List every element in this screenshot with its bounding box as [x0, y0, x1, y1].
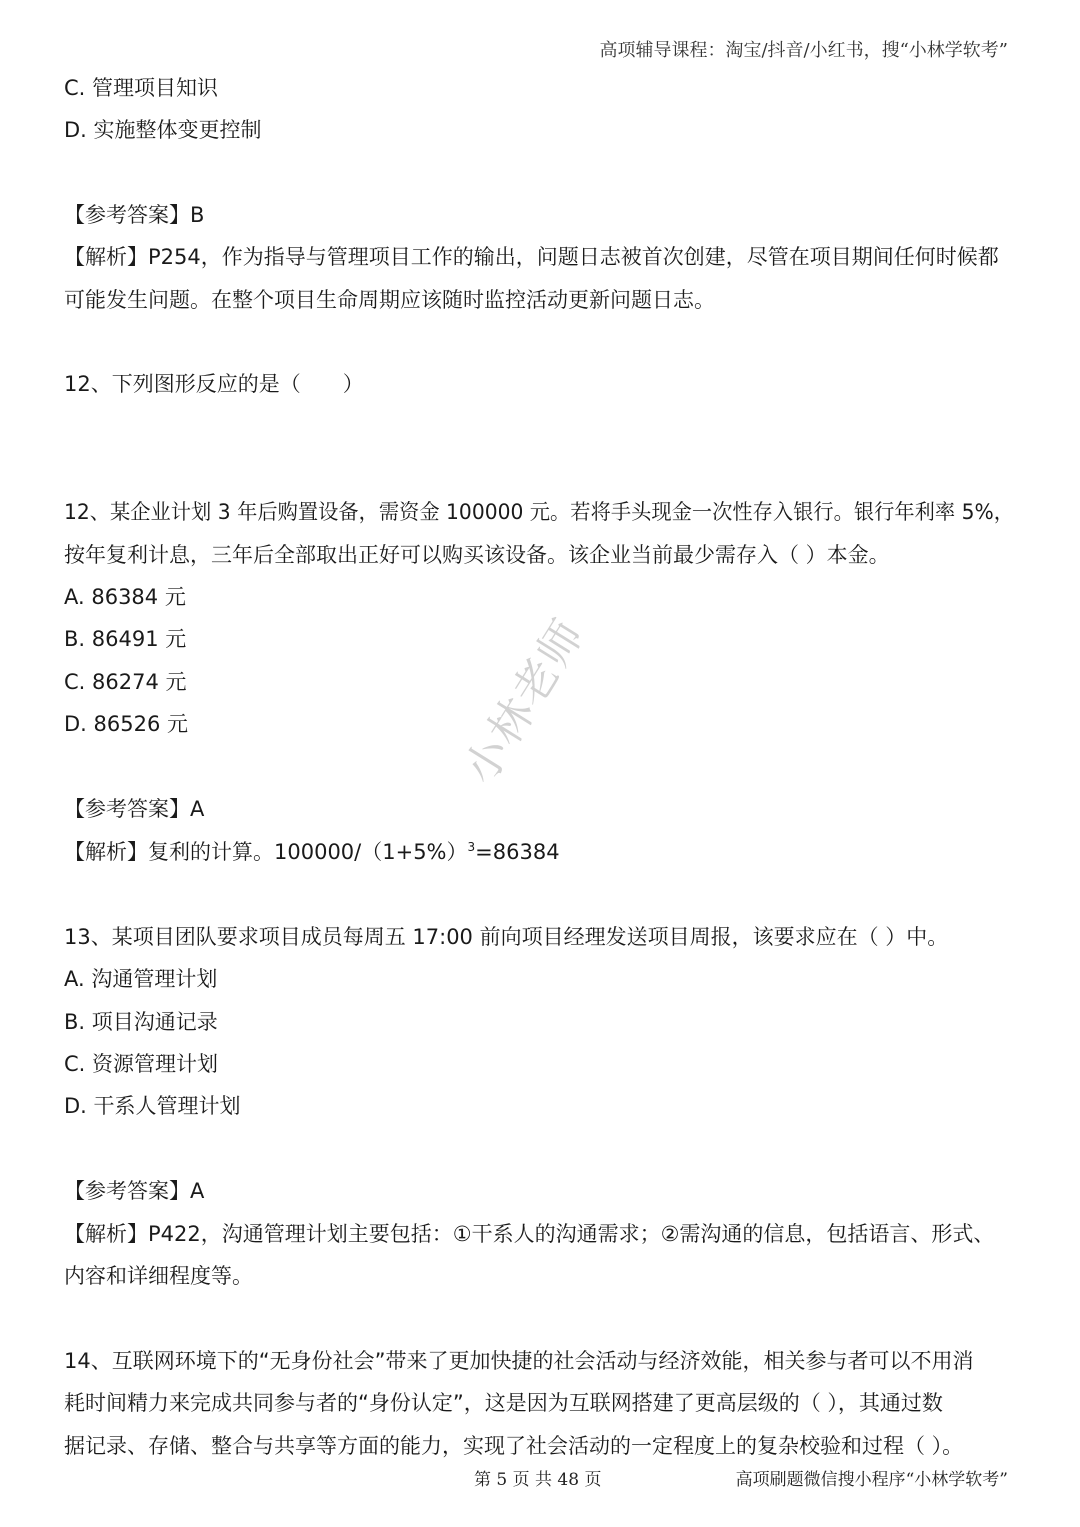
q13-option-b: B. 项目沟通记录 [64, 1010, 218, 1034]
q13-analysis-line-2: 内容和详细程度等。 [64, 1264, 253, 1288]
q13-option-c: C. 资源管理计划 [64, 1052, 219, 1076]
q12-figure-stem: 12、下列图形反应的是（ ） [64, 372, 364, 396]
q13-stem: 13、某项目团队要求项目成员每周五 17:00 前向项目经理发送项目周报，该要求应在（ ）中。 [64, 925, 949, 949]
q13-option-a: A. 沟通管理计划 [64, 967, 218, 991]
q12-analysis [64, 838, 1014, 866]
q14-stem-line-3: 据记录、存储、整合与共享等方面的能力，实现了社会活动的一定程度上的复杂校验和过程（ ）。 [64, 1434, 964, 1458]
q12-option-a: A. 86384 元 [64, 585, 186, 609]
q12-analysis-exponent: 3 [467, 840, 476, 854]
q11-option-d: D. 实施整体变更控制 [64, 118, 262, 142]
q13-option-d: D. 干系人管理计划 [64, 1094, 241, 1118]
q12-stem-line-1: 12、某企业计划 3 年后购置设备，需资金 100000 元。若将手头现金一次性存入银行。银行年利率 5%， [64, 500, 1014, 524]
q13-answer: 【参考答案】A [64, 1179, 205, 1203]
watermark: 小林老师 [454, 609, 596, 793]
q14-stem-line-2: 耗时间精力来完成共同参与者的“身份认定”，这是因为互联网搭建了更高层级的（ ），其通过数 [64, 1391, 943, 1415]
q14-stem-line-1: 14、互联网环境下的“无身份社会”带来了更加快捷的社会活动与经济效能，相关参与者可以不用消 [64, 1349, 974, 1373]
footer-promo: 高项刷题微信搜小程序“小林学软考” [735, 1470, 1008, 1490]
q11-answer: 【参考答案】B [64, 203, 205, 227]
q12-answer: 【参考答案】A [64, 797, 205, 821]
q13-analysis-line-1: 【解析】P422，沟通管理计划主要包括：①干系人的沟通需求；②需沟通的信息，包括语言、形式、 [64, 1222, 995, 1246]
q12-stem-line-2: 按年复利计息，三年后全部取出正好可以购买该设备。该企业当前最少需存入（ ）本金。 [64, 543, 890, 567]
q11-analysis-line-1: 【解析】P254，作为指导与管理项目工作的输出，问题日志被首次创建，尽管在项目期间任何时候都 [64, 245, 999, 269]
q11-option-c: C. 管理项目知识 [64, 76, 219, 100]
q12-option-d: D. 86526 元 [64, 712, 189, 736]
q12-option-c: C. 86274 元 [64, 670, 187, 694]
page-number: 第 5 页 共 48 页 [474, 1470, 602, 1490]
q12-option-b: B. 86491 元 [64, 627, 187, 651]
page-header: 高项辅导课程：淘宝/抖音/小红书，搜“小林学软考” [599, 40, 1008, 61]
q12-analysis-result: =86384 [475, 840, 560, 864]
q11-analysis-line-2: 可能发生问题。在整个项目生命周期应该随时监控活动更新问题日志。 [64, 288, 715, 312]
q12-analysis-text: 【解析】复利的计算。100000/（1+5%） [64, 840, 468, 864]
